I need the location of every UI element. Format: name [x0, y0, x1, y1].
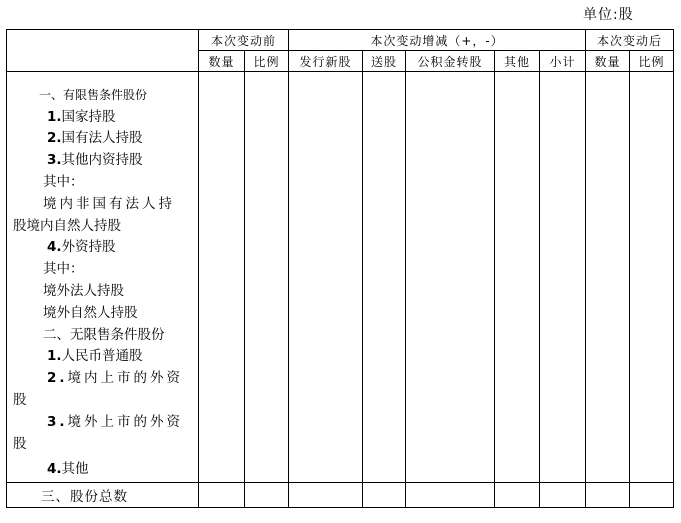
cell-qty-after	[586, 72, 630, 483]
total-subtotal	[540, 483, 586, 508]
total-bonus	[363, 483, 406, 508]
item-labels-cell	[7, 72, 199, 483]
item-num: 4.	[47, 239, 62, 256]
header-reserve: 公积金转股	[406, 51, 495, 72]
header-ratio-after: 比例	[630, 51, 674, 72]
item-state	[13, 107, 194, 129]
total-row	[7, 483, 674, 508]
header-item-blank-2	[7, 51, 199, 72]
item-domestic-nonstate-legal-b: 股境内自然人持股	[13, 217, 121, 234]
item-unrestricted: 二、无限售条件股份	[43, 326, 165, 343]
item-label: 其他内资持股	[61, 152, 143, 169]
header-ratio-before: 比例	[245, 51, 289, 72]
header-other: 其他	[495, 51, 540, 72]
header-row-1	[7, 30, 674, 51]
header-item-blank	[7, 30, 199, 51]
unit-label: 单位:股	[583, 7, 634, 23]
item-restricted: 一、有限售条件股份	[39, 87, 148, 102]
item-rmb-common	[13, 346, 194, 368]
cell-reserve	[406, 72, 495, 483]
item-domestic-nonstate-legal-a: 境内非国有法人持	[43, 195, 175, 212]
header-before: 本次变动前	[199, 30, 289, 51]
share-change-table	[6, 29, 674, 508]
item-label: 人民币普通股	[61, 348, 143, 365]
item-overseas-listed-foreign-a	[13, 412, 194, 434]
header-qty-before: 数量	[199, 51, 245, 72]
cell-ratio-after	[630, 72, 674, 483]
item-num: 2.	[47, 130, 62, 147]
header-row-2	[7, 51, 674, 72]
cell-ratio-before	[245, 72, 289, 483]
item-total: 三、股份总数	[7, 483, 199, 508]
total-qty-before	[199, 483, 245, 508]
total-reserve	[406, 483, 495, 508]
item-others	[13, 459, 194, 481]
cell-qty-before	[199, 72, 245, 483]
item-num: 1.	[47, 108, 62, 125]
item-of-which-2: 其中：	[43, 261, 84, 278]
item-foreign	[13, 237, 194, 259]
header-new-issue: 发行新股	[289, 51, 363, 72]
cell-bonus	[363, 72, 406, 483]
item-label: 国家持股	[61, 108, 116, 125]
items-row	[7, 72, 674, 483]
header-subtotal: 小计	[540, 51, 586, 72]
item-num: 4.	[47, 461, 62, 478]
item-list	[7, 73, 198, 481]
header-bonus: 送股	[363, 51, 406, 72]
item-label: 境内上市的外资	[67, 370, 184, 387]
total-other	[495, 483, 540, 508]
item-of-which-1: 其中：	[43, 174, 84, 191]
item-label: 外资持股	[61, 239, 116, 256]
total-qty-after	[586, 483, 630, 508]
item-domestic-listed-foreign-b: 股	[13, 391, 27, 408]
item-overseas-natural: 境外自然人持股	[43, 304, 138, 321]
item-domestic-listed-foreign-a	[13, 368, 194, 390]
cell-other	[495, 72, 540, 483]
item-label: 境外上市的外资	[67, 413, 184, 430]
item-label: 国有法人持股	[61, 130, 143, 147]
item-num: 2.	[47, 370, 68, 387]
item-num: 1.	[47, 348, 62, 365]
item-num: 3.	[47, 152, 62, 169]
cell-subtotal	[540, 72, 586, 483]
item-label: 其他	[61, 461, 89, 478]
header-change: 本次变动增减（+，-）	[289, 30, 586, 51]
item-overseas-listed-foreign-b: 股	[13, 435, 27, 452]
header-after: 本次变动后	[586, 30, 674, 51]
item-num: 3.	[47, 413, 68, 430]
total-ratio-after	[630, 483, 674, 508]
item-overseas-legal: 境外法人持股	[43, 283, 124, 299]
header-qty-after: 数量	[586, 51, 630, 72]
total-new-issue	[289, 483, 363, 508]
item-other-domestic	[13, 150, 194, 172]
total-ratio-before	[245, 483, 289, 508]
cell-new-issue	[289, 72, 363, 483]
item-state-legal	[13, 128, 194, 150]
